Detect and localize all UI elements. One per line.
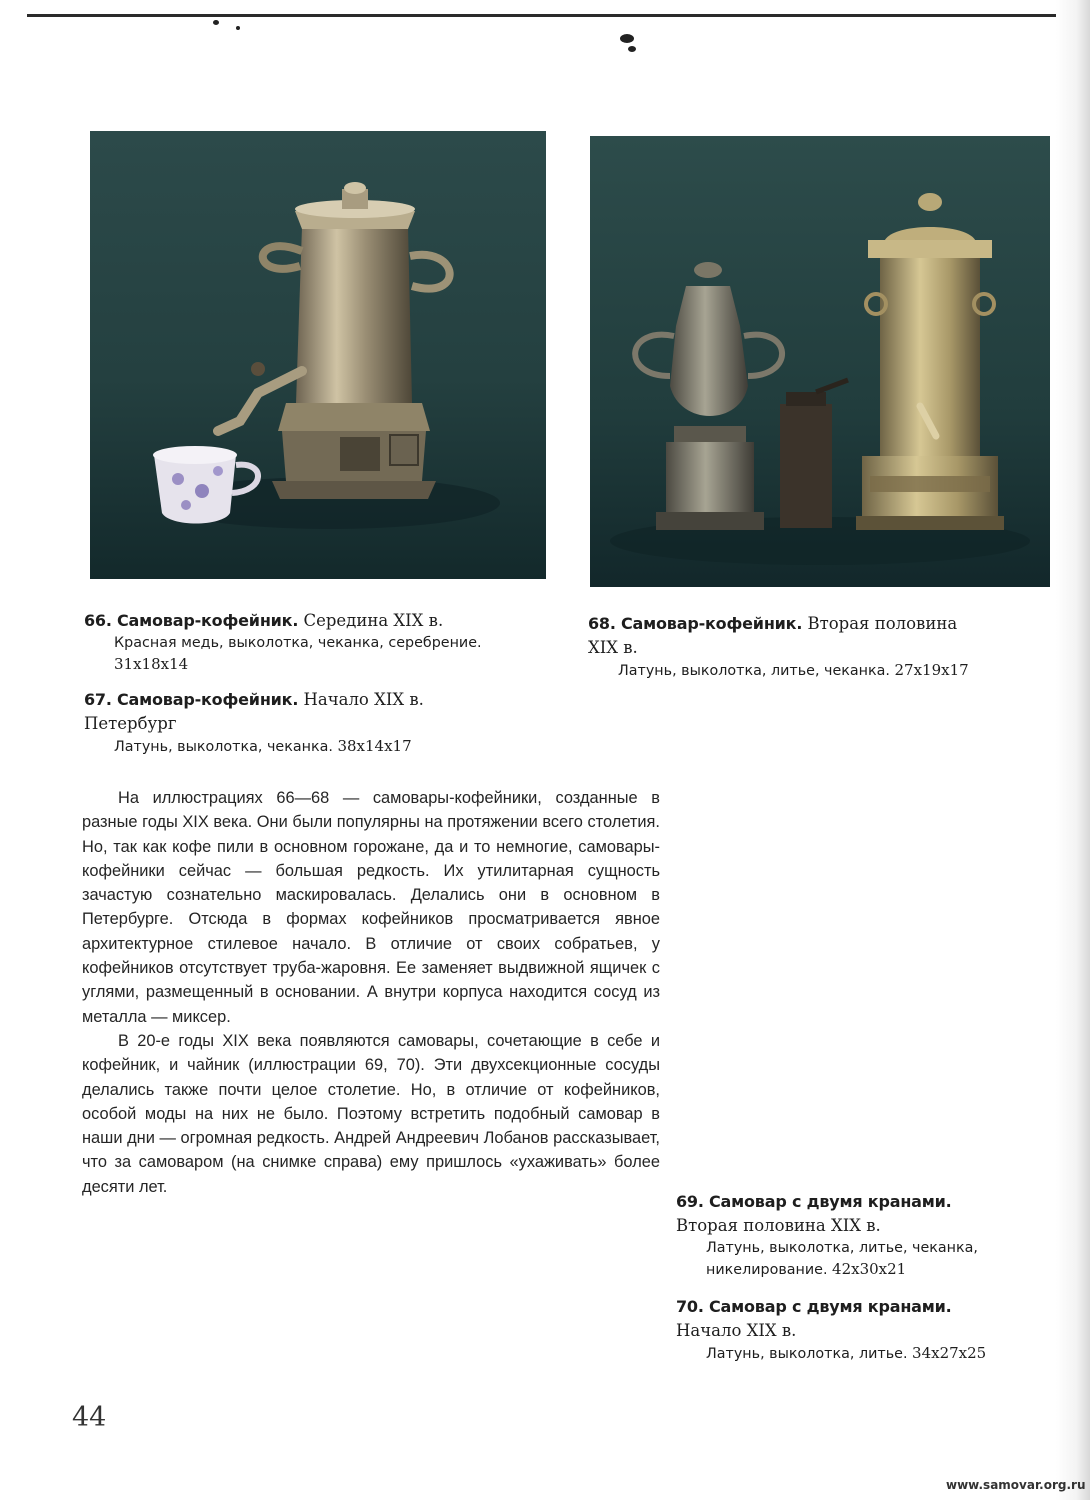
caption-67-number: 67.: [84, 690, 112, 709]
scan-speck: [213, 20, 219, 25]
scan-speck: [620, 34, 634, 43]
caption-68-date-line1: Вторая половина: [807, 614, 958, 633]
page-number: 44: [72, 1402, 107, 1433]
caption-69-title: Самовар с двумя кранами.: [709, 1192, 952, 1211]
caption-67-materials: Латунь, выколотка, чеканка.: [114, 739, 333, 755]
caption-68-number: 68.: [588, 614, 616, 633]
caption-70-title: Самовар с двумя кранами.: [709, 1297, 952, 1316]
caption-66-dimensions: 31x18x14: [114, 655, 189, 673]
article-body: [82, 786, 660, 1199]
caption-69-dimensions: 42x30x21: [832, 1260, 907, 1278]
caption-70-materials: Латунь, выколотка, литье.: [706, 1346, 908, 1362]
caption-68-details: [588, 660, 1028, 682]
caption-66-title: Самовар-кофейник.: [117, 611, 299, 630]
photo-samovar-68: [590, 136, 1050, 587]
caption-69: [676, 1190, 1036, 1281]
caption-69-materials-line1: Латунь, выколотка, литье, чеканка,: [706, 1240, 978, 1256]
caption-70-number: 70.: [676, 1297, 704, 1316]
top-rule: [27, 14, 1057, 17]
caption-67-date: Начало XIX в.: [303, 690, 424, 709]
caption-68-date-line2: XIX в.: [588, 638, 638, 657]
caption-69-number: 69.: [676, 1192, 704, 1211]
caption-69-heading: [676, 1190, 1036, 1214]
caption-68-title: Самовар-кофейник.: [621, 614, 803, 633]
caption-69-date: Вторая половина XIX в.: [676, 1216, 881, 1235]
caption-66-materials: Красная медь, выколотка, чеканка, серебрение.: [114, 635, 482, 651]
caption-67-heading: [84, 688, 514, 712]
caption-69-materials-line2: никелирование.: [706, 1262, 828, 1278]
caption-66-details: [84, 633, 514, 675]
samovar-68-illustration: [590, 136, 1050, 587]
caption-70-dimensions: 34x27x25: [912, 1344, 987, 1362]
caption-70-date: Начало XIX в.: [676, 1321, 797, 1340]
caption-67-dimensions: 38x14x17: [337, 737, 412, 755]
caption-68-heading: [588, 612, 1028, 636]
caption-70-heading: [676, 1295, 1036, 1319]
site-url-watermark: www.samovar.org.ru: [946, 1478, 1086, 1492]
caption-67-title: Самовар-кофейник.: [117, 690, 299, 709]
caption-69-details: [676, 1238, 1036, 1281]
caption-68-materials: Латунь, выколотка, литье, чеканка.: [618, 663, 890, 679]
body-paragraph-1: На иллюстрациях 66—68 — самовары-кофейники, созданные в разные годы XIX века. Они были популярны на протяжении всего столетия. Но, так как кофе пили в основном горожане, да и то немногие, самовары-кофейники сейчас — большая редкость. Их утилитарная сущность зачастую сознательно маскировалась. Делались они в основном в Петербурге. Отсюда в формах кофейников просматривается явное архитектурное стилевое начало. В отличие от своих собратьев, у кофейников отсутствует труба-жаровня. Ее заменяет выдвижной ящичек с углями, размещенный в основании. А внутри корпуса находится сосуд из металла — миксер.: [82, 789, 660, 1026]
caption-68-dimensions: 27x19x17: [894, 661, 969, 679]
caption-67-details: [84, 736, 514, 758]
caption-67-place: Петербург: [84, 714, 177, 733]
caption-70: [676, 1295, 1036, 1365]
samovar-66-illustration: [90, 131, 546, 579]
caption-66-number: 66.: [84, 611, 112, 630]
caption-70-details: [676, 1343, 1036, 1365]
caption-66-date: Середина XIX в.: [303, 611, 444, 630]
caption-66: [84, 609, 514, 675]
photo-samovar-66: [90, 131, 546, 579]
scan-speck: [236, 26, 240, 30]
caption-68: [588, 612, 1028, 682]
body-paragraph-2: В 20-е годы XIX века появляются самовары, сочетающие в себе и кофейник, и чайник (иллюстрации 69, 70). Эти двухсекционные сосуды делались также почти целое столетие. Но, в отличие от кофейников, особой моды на них не было. Поэтому встретить подобный самовар в наши дни — огромная редкость. Андрей Андреевич Лобанов рассказывает, что за самоваром (на снимке справа) ему пришлось «ухаживать» более десяти лет.: [82, 1031, 660, 1196]
caption-67: [84, 688, 514, 758]
scan-edge-shadow: [1056, 0, 1090, 1500]
caption-66-heading: [84, 609, 514, 633]
scan-speck: [628, 46, 636, 52]
